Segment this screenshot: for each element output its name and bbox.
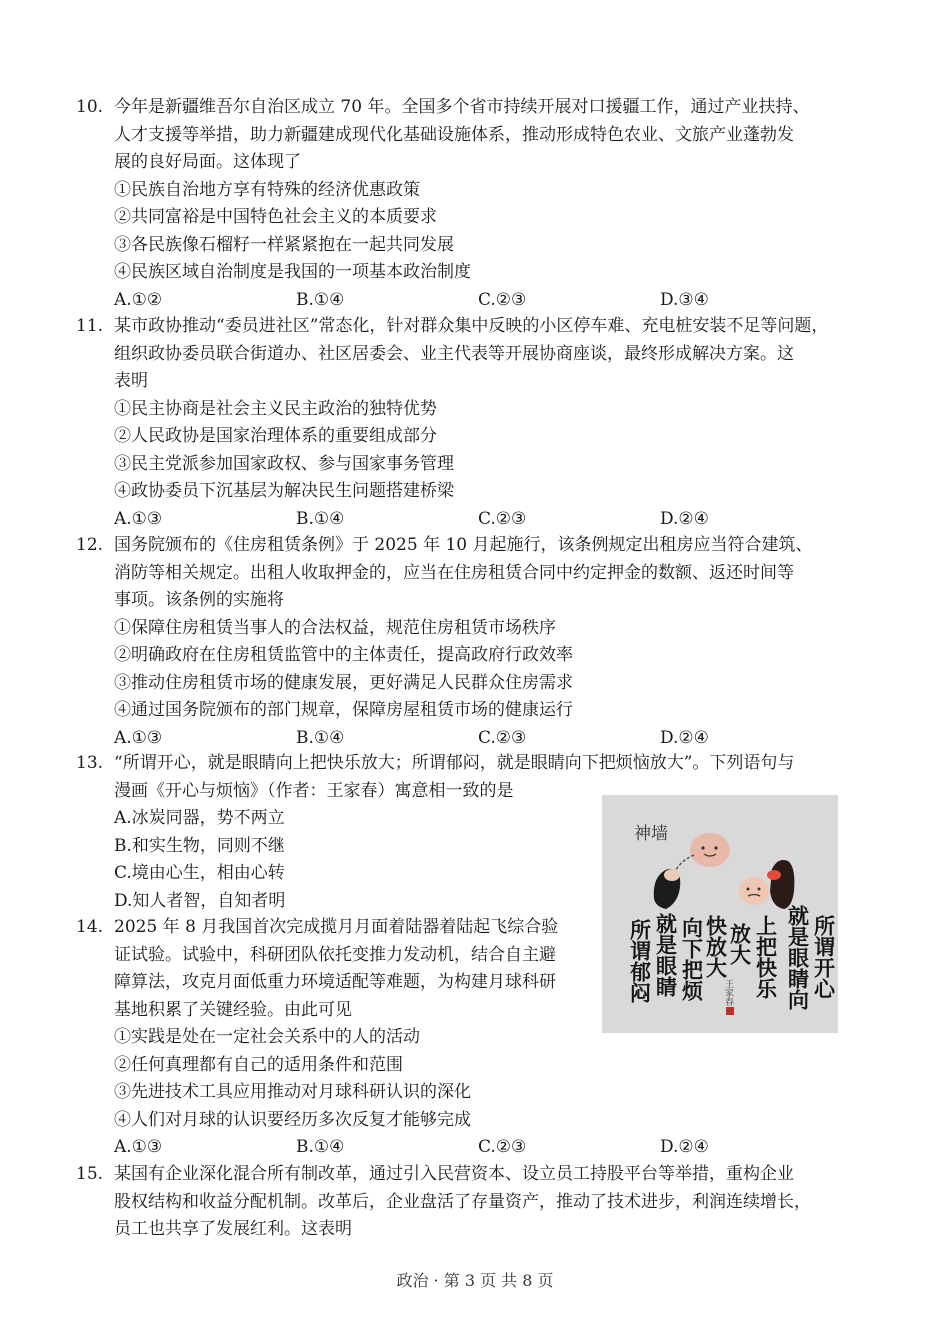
calligraphy-column: 向下把烦 [679,917,705,1001]
choice-c: C.②③ [478,1137,527,1157]
choice-d: D.②④ [660,508,709,529]
happy-face-balloon [690,833,730,867]
statement-option: ③推动住房租赁市场的健康发展，更好满足人民群众住房需求 [114,672,573,693]
cartoon-figure [602,795,838,1033]
calligraphy-column: 快放大 [703,915,729,978]
choice-b: B.①④ [296,727,345,748]
choice-c: C.②③ [478,508,527,529]
statement-option: ①民主协商是社会主义民主政治的独特优势 [114,398,437,419]
choice-a: A.冰炭同器，势不两立 [114,808,285,828]
question-number: 12. [76,535,104,555]
question-stem-line: 展的良好局面。这体现了 [114,152,301,172]
question-number: 11. [76,316,104,336]
answer-choices [76,506,856,534]
question-stem-line: 国务院颁布的《住房租赁条例》于 2025 年 10 月起施行，该条例规定出租房应当符合建筑、 [114,535,813,555]
answer-choices [76,725,856,753]
question-stem-line: “所谓开心，就是眼睛向上把快乐放大；所谓郁闷，就是眼睛向下把烦恼放大”。下列语句与 [114,753,795,773]
question-12 [76,532,856,752]
question-15 [76,1161,856,1244]
question-number: 10. [76,97,104,117]
choice-c: C.②③ [478,289,527,310]
choice-c: C.②③ [478,727,527,748]
right-figure [770,860,794,909]
question-11 [76,313,856,533]
statement-option: ④民族区域自治制度是我国的一项基本政治制度 [114,262,471,282]
question-number: 14. [76,917,104,937]
statement-option: ②人民政协是国家治理体系的重要组成部分 [114,426,437,446]
question-10 [76,94,856,314]
calligraphy-column: 上把快乐 [753,915,779,999]
question-stem-line: 表明 [114,371,148,391]
question-stem-line: 事项。该条例的实施将 [114,590,284,610]
sad-face-balloon [739,877,769,905]
calligraphy-column: 就是眼睛向 [785,905,811,1010]
question-stem-line: 组织政协委员联合街道办、社区居委会、业主代表等开展协商座谈，最终形成解决方案。这 [114,343,794,364]
statement-option: ④人们对月球的认识要经历多次反复才能够完成 [114,1109,471,1130]
statement-option: ②共同富裕是中国特色社会主义的本质要求 [114,207,437,227]
statement-option: ③各民族像石榴籽一样紧紧抱在一起共同发展 [114,234,454,255]
choice-d: D.知人者智，自知者明 [114,890,286,911]
question-stem-line: 障算法，攻克月面低重力环境适配等难题，为构建月球科研 [114,972,556,992]
question-stem-line: 消防等相关规定。出租人收取押金的，应当在住房租赁合同中约定押金的数额、返还时间等 [114,562,794,583]
choice-a: A.①③ [114,508,163,529]
choice-a: A.①③ [114,727,163,748]
calligraphy-column: 就是眼睛 [653,913,679,997]
choice-b: B.和实生物，同则不继 [114,835,285,856]
artist-signature: 王家春 [723,979,733,1006]
statement-option: ④通过国务院颁布的部门规章，保障房屋租赁市场的健康运行 [114,700,573,720]
question-stem-line: 2025 年 8 月我国首次完成揽月月面着陆器着陆起飞综合验 [114,917,559,937]
choice-b: B.①④ [296,1137,345,1157]
choice-c: C.境由心生，相由心转 [114,863,285,883]
choice-a: A.①③ [114,1137,163,1157]
statement-option: ①民族自治地方享有特殊的经济优惠政策 [114,179,420,200]
question-stem-line: 基地积累了关键经验。由此可见 [114,999,352,1020]
question-number: 13. [76,753,104,773]
choice-d: D.③④ [660,289,709,310]
question-stem-line: 员工也共享了发展红利。这表明 [114,1219,352,1239]
choice-d: D.②④ [660,1137,709,1157]
question-stem-line: 人才支援等举措，助力新疆建成现代化基础设施体系，推动形成特色农业、文旅产业蓬勃发 [114,124,794,145]
seal-stamp [726,1007,734,1015]
question-stem-line: 证试验。试验中，科研团队依托变推力发动机，结合自主避 [114,944,556,965]
choice-a: A.①② [114,289,163,310]
question-stem-line: 漫画《开心与烦恼》（作者：王家春）寓意相一致的是 [114,780,514,801]
choice-b: B.①④ [296,289,345,310]
page-footer: 政治 · 第 3 页 共 8 页 [396,1271,554,1290]
question-stem-line: 股权结构和收益分配机制。改革后，企业盘活了存量资产，推动了技术进步，利润连续增长， [114,1191,811,1212]
answer-choices [76,1134,856,1162]
statement-option: ②明确政府在住房租赁监管中的主体责任，提高政府行政效率 [114,645,573,665]
statement-option: ①实践是处在一定社会关系中的人的活动 [114,1027,420,1047]
calligraphy-column: 放大 [727,923,753,965]
calligraphy-column: 所谓郁闷 [627,919,653,1003]
statement-option: ②任何真理都有自己的适用条件和范围 [114,1054,403,1075]
question-stem-line: 某市政协推动“委员进社区”常态化，针对群众集中反映的小区停车难、充电桩安装不足等问题， [114,316,829,336]
choice-b: B.①④ [296,508,345,529]
calligraphy-column: 所谓开心 [811,915,837,999]
question-stem-line: 某国有企业深化混合所有制改革，通过引入民营资本、设立员工持股平台等举措，重构企业 [114,1164,794,1184]
cartoon-title: 神墙 [634,824,668,844]
statement-option: ③先进技术工具应用推动对月球科研认识的深化 [114,1082,471,1102]
answer-choices [76,287,856,315]
choice-d: D.②④ [660,727,709,748]
statement-option: ③民主党派参加国家政权、参与国家事务管理 [114,453,454,474]
question-number: 15. [76,1164,104,1184]
question-stem-line: 今年是新疆维吾尔自治区成立 70 年。全国多个省市持续开展对口援疆工作，通过产业扶持、 [114,97,810,117]
statement-option: ④政协委员下沉基层为解决民生问题搭建桥梁 [114,481,454,501]
statement-option: ①保障住房租赁当事人的合法权益，规范住房租赁市场秩序 [114,617,556,638]
